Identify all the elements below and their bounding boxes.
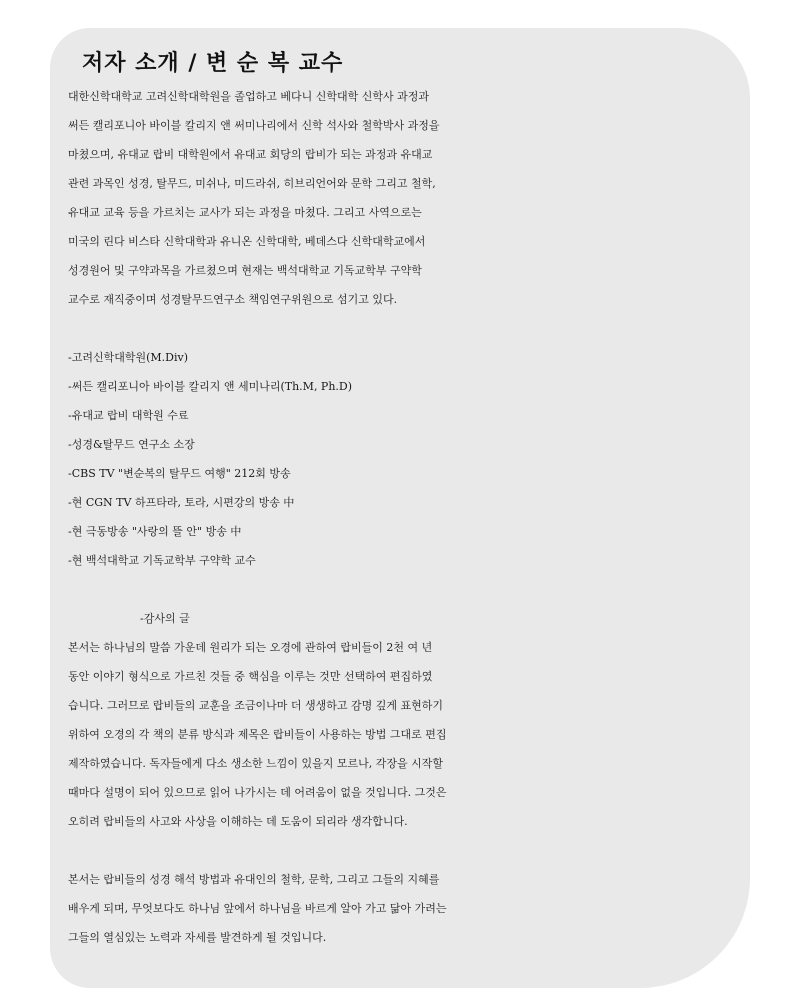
intro-line: 교수로 재직중이며 성경탈무드연구소 책임연구위원으로 섬기고 있다. xyxy=(68,293,398,306)
thanks-paragraph xyxy=(68,633,738,836)
thanks-line: 때마다 설명이 되어 있으므로 읽어 나가시는 데 어려움이 없을 것입니다. 그것은 xyxy=(68,786,447,799)
credential-item: -현 극동방송 "사랑의 뜰 안" 방송 中 xyxy=(68,525,242,538)
credentials-list xyxy=(68,343,738,575)
closing-line: 본서는 랍비들의 성경 해석 방법과 유대인의 철학, 문학, 그리고 그들의 지혜를 xyxy=(68,873,440,886)
credential-item: -CBS TV "변순복의 탈무드 여행" 212회 방송 xyxy=(68,467,291,480)
intro-line: 관련 과목인 성경, 탈무드, 미쉬나, 미드라쉬, 히브리언어와 문학 그리고 철학, xyxy=(68,177,436,190)
credential-item: -고려신학대학원(M.Div) xyxy=(68,351,188,364)
closing-line: 배우게 되며, 무엇보다도 하나님 앞에서 하나님을 바르게 알아 가고 닮아 가려는 xyxy=(68,902,447,915)
document-body xyxy=(68,82,738,952)
thanks-line: 동안 이야기 형식으로 가르친 것들 중 핵심을 이루는 것만 선택하여 편집하였 xyxy=(68,670,433,683)
credential-item: -현 CGN TV 하프타라, 토라, 시편강의 방송 中 xyxy=(68,496,295,509)
intro-line: 써든 캘리포니아 바이블 칼리지 앤 써미나리에서 신학 석사와 철학박사 과정을 xyxy=(68,119,440,132)
thanks-line: 본서는 하나님의 말씀 가운데 원리가 되는 오경에 관하여 랍비들이 2천 여 년 xyxy=(68,641,433,654)
thanks-line: 오히려 랍비들의 사고와 사상을 이해하는 데 도움이 되리라 생각합니다. xyxy=(68,815,408,828)
author-intro xyxy=(68,82,738,314)
credential-item: -성경&탈무드 연구소 소장 xyxy=(68,438,195,451)
intro-line: 마쳤으며, 유대교 랍비 대학원에서 유대교 회당의 랍비가 되는 과정과 유대교 xyxy=(68,148,433,161)
paragraph-gap xyxy=(68,836,738,865)
thanks-line: 제작하였습니다. 독자들에게 다소 생소한 느낌이 있을지 모르나, 각장을 시작할 xyxy=(68,757,443,770)
thanks-line: 위하여 오경의 각 책의 분류 방식과 제목은 랍비들이 사용하는 방법 그대로 편집 xyxy=(68,728,447,741)
thanks-line: 습니다. 그러므로 랍비들의 교훈을 조금이나마 더 생생하고 감명 깊게 표현하기 xyxy=(68,699,443,712)
closing-paragraph xyxy=(68,865,738,952)
thanks-heading: -감사의 글 xyxy=(140,612,190,625)
page-title: 저자 소개 / 변 순 복 교수 xyxy=(82,51,344,76)
closing-line: 그들의 열심있는 노력과 자세를 발견하게 될 것입니다. xyxy=(68,931,327,944)
credential-item: -써든 캘리포니아 바이블 칼리지 앤 세미나리(Th.M, Ph.D) xyxy=(68,380,353,393)
intro-line: 대한신학대학교 고려신학대학원을 졸업하고 베다니 신학대학 신학사 과정과 xyxy=(68,90,430,103)
credential-item: -유대교 랍비 대학원 수료 xyxy=(68,409,189,422)
paragraph-gap xyxy=(68,575,738,604)
paragraph-gap xyxy=(68,314,738,343)
credential-item: -현 백석대학교 기독교학부 구약학 교수 xyxy=(68,554,256,567)
intro-line: 미국의 린다 비스타 신학대학과 유니온 신학대학, 베데스다 신학대학교에서 xyxy=(68,235,426,248)
intro-line: 성경원어 및 구약과목을 가르쳤으며 현재는 백석대학교 기독교학부 구약학 xyxy=(68,264,422,277)
intro-line: 유대교 교육 등을 가르치는 교사가 되는 과정을 마쳤다. 그리고 사역으로는 xyxy=(68,206,422,219)
